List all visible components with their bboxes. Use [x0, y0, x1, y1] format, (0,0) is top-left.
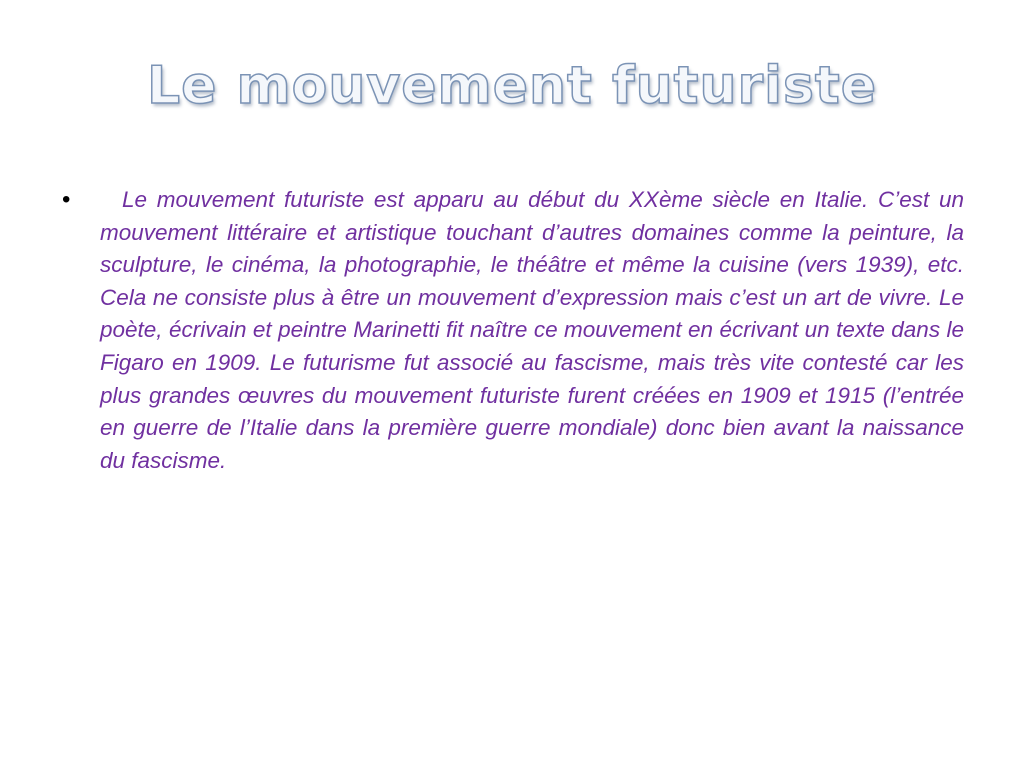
body-paragraph: Le mouvement futuriste est apparu au début du XXème siècle en Italie. C’est un mouvement littéraire et artistique touchant d’autres domaines comme la peinture, la sculpture, le cinéma, la photographie, le théâtre et même la cuisine (vers 1939), etc. Cela ne consiste plus à être un mouvement d’expression mais c’est un art de vivre. Le poète, écrivain et peintre Marinetti fit naître ce mouvement en écrivant un texte dans le Figaro en 1909. Le futurisme fut associé au fascisme, mais très vite contesté car les plus grandes œuvres du mouvement futuriste furent créées en 1909 et 1915 (l’entrée en guerre de l’Italie dans la première guerre mondiale) donc bien avant la naissance du fascisme.	[100, 187, 964, 473]
content-list	[62, 184, 964, 477]
list-item	[62, 184, 964, 477]
bullet-icon: •	[62, 186, 71, 213]
slide-title: Le mouvement futuriste	[146, 56, 878, 116]
